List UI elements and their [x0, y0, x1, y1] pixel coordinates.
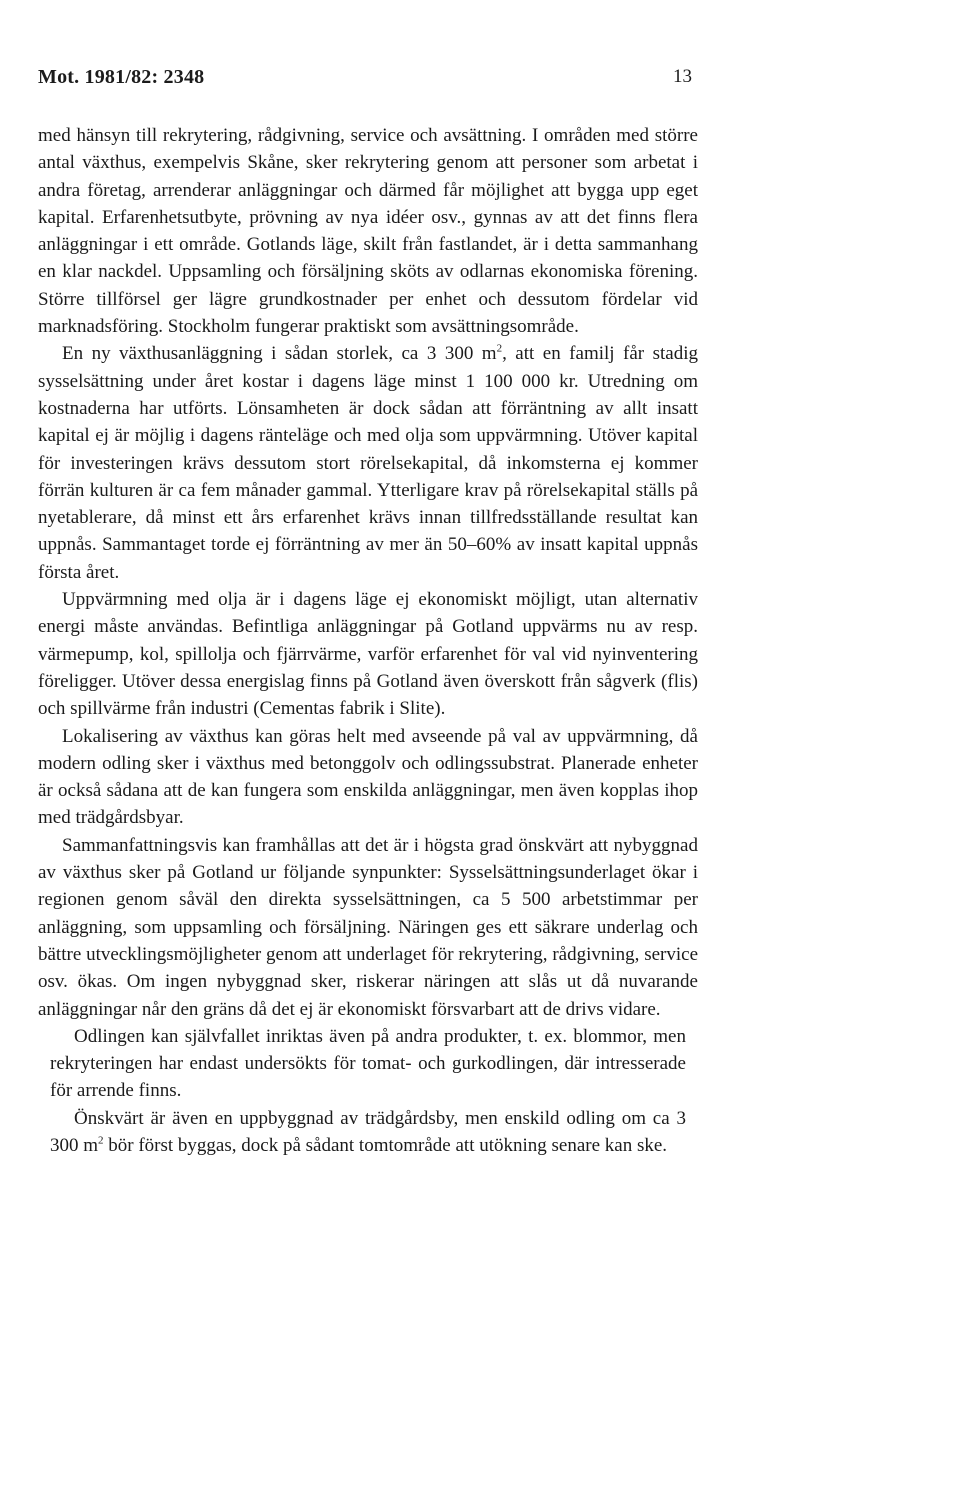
page-header — [38, 66, 692, 96]
paragraph-2-text-b: , att en familj får stadig sysselsättning under året kostar i dagens läge minst 1 100 000 kr. Utredning om kostnaderna har utförts. Lönsamheten är dock sådan att förräntning av allt insatt kapital ej är möjlig i dagens ränteläge och med olja som uppvärmning. Utöver kapital för investeringen krävs dessutom stort rörelsekapital, då inkomsterna ej kommer förrän kulturen är ca fem månader gammal. Ytterligare krav på rörelsekapital ställs på nyetablerare, då minst ett års erfarenhet krävs innan tillfredsställande resultat kan uppnås. Sammantaget torde ej förräntning av mer än 50–60% av insatt kapital uppnås första året. — [38, 343, 698, 583]
document-id: Mot. 1981/82: 2348 — [38, 66, 205, 88]
superscript: 2 — [496, 343, 503, 356]
paragraph-3: Uppvärmning med olja är i dagens läge ej ekonomiskt möjligt, utan alternativ energi måste användas. Befintliga anläggningar på Gotland uppvärms nu av resp. värmepump, kol, spillolja och fjärrvärme, varför erfarenhet för val vid nyinventering föreligger. Utöver dessa energislag finns på Gotland även överskott från sågverk (flis) och spillvärme från industri (Cementas fabrik i Slite). — [38, 589, 698, 720]
superscript: 2 — [98, 1134, 104, 1147]
paragraph-5: Sammanfattningsvis kan framhållas att det är i högsta grad önskvärt att nybyggnad av växthus sker på Gotland ur följande synpunkter: Sysselsättningsunderlaget ökar i regionen genom såväl den direkta sysselsättningen, ca 5 500 arbetstimmar per anläggning, som uppsamling och försäljning. Näringen ges ett säkrare underlag och bättre utvecklingsmöjligheter genom att underlaget för rekrytering, rådgivning, service osv. ökas. Om ingen nybyggnad sker, riskerar näringen att slås ut då nuvarande anläggningar når den gräns då det ej är ekonomiskt försvarbart att de drivs vidare. — [38, 834, 698, 1020]
paragraph-7-text-a: Önskvärt är även en uppbyggnad av trädgårdsby, men enskild odling om ca 3 300 m — [50, 1107, 686, 1156]
paragraph-4: Lokalisering av växthus kan göras helt med avseende på val av uppvärmning, då modern odling sker i växthus med betonggolv och odlingssubstrat. Planerade enheter är också sådana att de kan fungera som enskilda anläggningar, men även kopplas ihop med trädgårdsbyar. — [38, 725, 698, 829]
paragraph-7 — [38, 1105, 686, 1160]
paragraph-2-text-a: En ny växthusanläggning i sådan storlek, ca 3 300 m — [62, 343, 497, 365]
body-text — [38, 122, 698, 1159]
paragraph-2 — [38, 340, 698, 586]
page-number: 13 — [673, 66, 692, 87]
margin-mark — [10, 1378, 12, 1380]
paragraph-6: Odlingen kan självfallet inriktas även på andra produkter, t. ex. blommor, men rekryteringen har endast undersökts för tomat- och gurkodlingen, där intresserade för arrende finns. — [50, 1025, 686, 1102]
paragraph-7-text-b: bör först byggas, dock på sådant tomtområde att utökning senare kan ske. — [103, 1134, 668, 1156]
paragraph-1: med hänsyn till rekrytering, rådgivning, service och avsättning. I områden med större antal växthus, exempelvis Skåne, sker rekrytering genom att personer som arbetat i andra företag, arrenderar anläggningar och därmed får möjlighet att bygga upp eget kapital. Erfarenhetsutbyte, prövning av nya idéer osv., gynnas av att det finns flera anläggningar i ett område. Gotlands läge, skilt från fastlandet, är i detta sammanhang en klar nackdel. Uppsamling och försäljning sköts av odlarnas ekonomiska förening. Större tillförsel ger lägre grundkostnader per enhet och dessutom fördelar vid marknadsföring. Stockholm fungerar praktiskt som avsättningsområde. — [38, 125, 698, 338]
